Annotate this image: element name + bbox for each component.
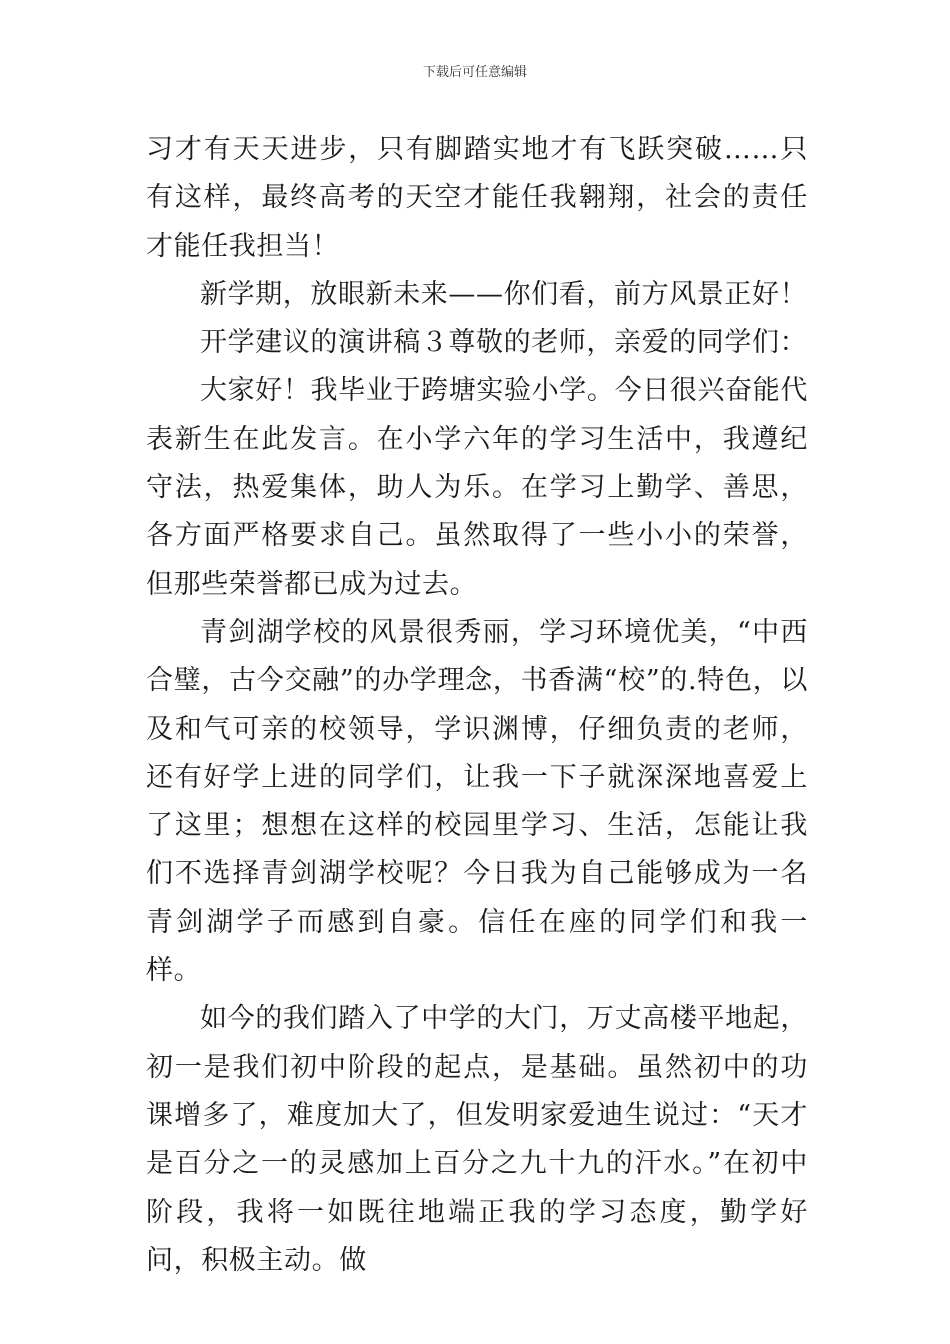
paragraph-4: 大家好！我毕业于跨塘实验小学。今日很兴奋能代表新生在此发言。在小学六年的学习生活中，我遵纪守法，热爱集体，助人为乐。在学习上勤学、善思，各方面严格要求自己。虽然取得了一些小小的荣誉，但那些荣誉都已成为过去。 bbox=[146, 375, 808, 600]
paragraph-3: 开学建议的演讲稿３尊敬的老师，亲爱的同学们： bbox=[200, 327, 808, 359]
document-body bbox=[146, 126, 808, 1285]
paragraph-2: 新学期，放眼新未来——你们看，前方风景正好！ bbox=[200, 278, 808, 310]
paragraph-1: 习才有天天进步，只有脚踏实地才有飞跃突破……只有这样，最终高考的天空才能任我翱翔，社会的责任才能任我担当！ bbox=[146, 134, 808, 262]
page-header: 下载后可任意编辑 bbox=[422, 65, 527, 80]
paragraph-5: 青剑湖学校的风景很秀丽，学习环境优美，“中西合璧，古今交融”的办学理念，书香满“校”的.特色，以及和气可亲的校领导，学识渊博，仔细负责的老师，还有好学上进的同学们，让我一下子就深深地喜爱上了这里；想想在这样的校园里学习、生活，怎能让我们不选择青剑湖学校呢？今日我为自己能够成为一名青剑湖学子而感到自豪。信任在座的同学们和我一样。 bbox=[146, 616, 808, 987]
paragraph-6: 如今的我们踏入了中学的大门，万丈高楼平地起，初一是我们初中阶段的起点，是基础。虽然初中的功课增多了，难度加大了，但发明家爱迪生说过：“天才是百分之一的灵感加上百分之九十九的汗水。”在初中阶段，我将一如既往地端正我的学习态度，勤学好问，积极主动。做 bbox=[146, 1003, 808, 1276]
